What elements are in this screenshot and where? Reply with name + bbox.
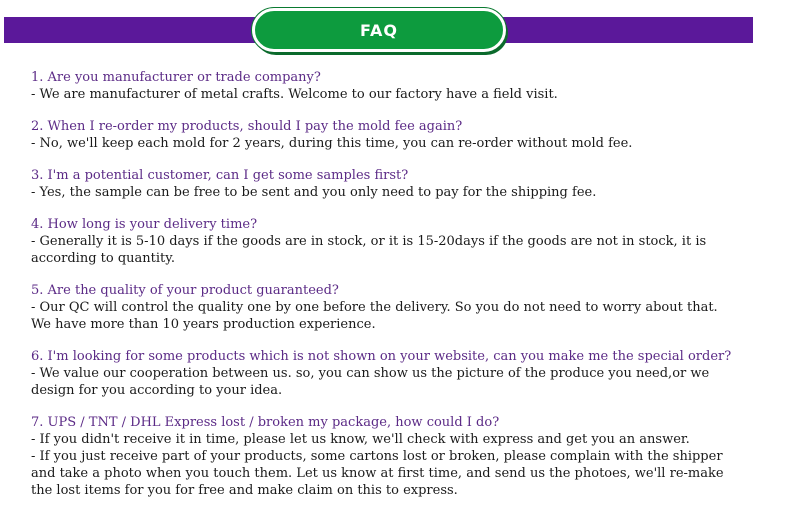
faq-item — [31, 348, 741, 399]
faq-item — [31, 167, 741, 201]
faq-question: 3. I'm a potential customer, can I get some samples first? — [31, 168, 409, 183]
faq-item — [31, 282, 741, 333]
faq-title: FAQ — [359, 20, 399, 40]
faq-question: 1. Are you manufacturer or trade company? — [31, 70, 321, 85]
faq-item — [31, 69, 741, 103]
faq-list — [31, 69, 741, 514]
faq-answer: - No, we'll keep each mold for 2 years, during this time, you can re-order without mold fee. — [31, 136, 633, 151]
faq-answer: - Our QC will control the quality one by one before the delivery. So you do not need to worry about that. We have more than 10 years production experience. — [31, 300, 718, 332]
faq-item — [31, 414, 741, 499]
faq-question: 5. Are the quality of your product guaranteed? — [31, 283, 339, 298]
faq-question: 2. When I re-order my products, should I pay the mold fee again? — [31, 119, 463, 134]
faq-question: 4. How long is your delivery time? — [31, 217, 258, 232]
faq-question: 6. I'm looking for some products which is not shown on your website, can you make me the special order? — [31, 349, 732, 364]
faq-item — [31, 216, 741, 267]
faq-answer: - Yes, the sample can be free to be sent and you only need to pay for the shipping fee. — [31, 185, 597, 200]
faq-title-badge — [252, 8, 506, 52]
faq-answer: - Generally it is 5-10 days if the goods are in stock, or it is 15-20days if the goods are not in stock, it is according to quantity. — [31, 234, 707, 266]
faq-question: 7. UPS / TNT / DHL Express lost / broken my package, how could I do? — [31, 415, 500, 430]
faq-item — [31, 118, 741, 152]
faq-answer: - We value our cooperation between us. so, you can show us the picture of the produce you need,or we design for you according to your idea. — [31, 366, 710, 398]
faq-answer: - If you just receive part of your products, some cartons lost or broken, please complain with the shipper and take a photo when you touch them. Let us know at first time, and send us the photoes, we'll re-make the lost items for you for free and make claim on this to express. — [31, 449, 724, 498]
faq-answer: - We are manufacturer of metal crafts. Welcome to our factory have a field visit. — [31, 87, 558, 102]
faq-answer: - If you didn't receive it in time, please let us know, we'll check with express and get you an answer. — [31, 432, 690, 447]
